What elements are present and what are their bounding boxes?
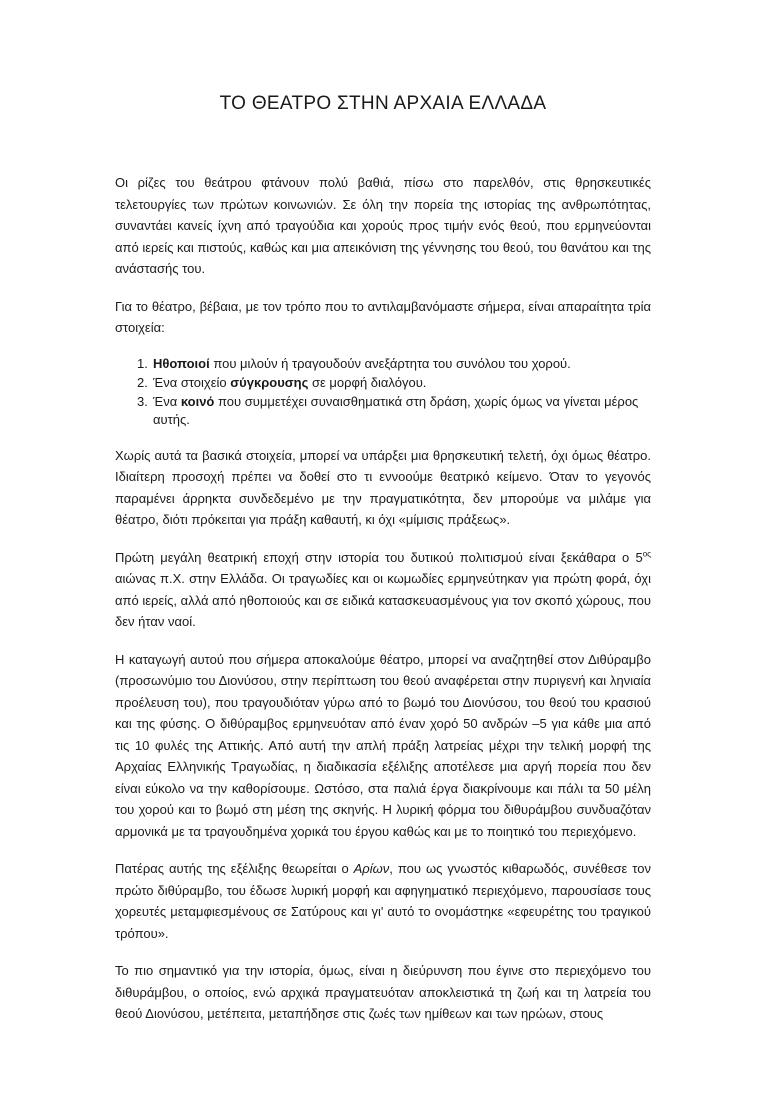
list-text-pre: Ένα	[153, 393, 181, 409]
paragraph-4	[115, 547, 651, 633]
list-text-post: που μιλούν ή τραγουδούν ανεξάρτητα του συνόλου του χορού.	[209, 355, 571, 371]
page-title: ΤΟ ΘΕΑΤΡΟ ΣΤΗΝ ΑΡΧΑΙΑ ΕΛΛΑΔΑ	[219, 93, 547, 114]
list-text-bold: κοινό	[180, 393, 215, 409]
paragraph-6-text: Πατέρας αυτής της εξέλιξης θεωρείται ο	[115, 861, 354, 876]
list-text-bold: σύγκρουσης	[230, 374, 309, 390]
paragraph-6-italic-name: Αρίων	[353, 861, 390, 876]
paragraph-5: Η καταγωγή αυτού που σήμερα αποκαλούμε θέατρο, μπορεί να αναζητηθεί στον Διθύραμβο (προσωνύμιο του Διονύσου, στην περίπτωση του θεού αναφέρεται στην πυριγενή και ληνιαία προέλευση του), που τραγουδιόταν γύρω από το βωμό του Διονύσου, του θεού του κρασιού και της φύσης. Ο διθύραμβος ερμηνευόταν από έναν χορό 50 ανδρών –5 για κάθε μια από τις 10 φυλές της Αττικής. Από αυτή την απλή πράξη λατρείας μέχρι την τελική μορφή της Αρχαίας Ελληνικής Τραγωδίας, η διαδικασία εξέλιξης αποτέλεσε μια αργή πορεία που δεν είναι εύκολο να την καθορίσουμε. Ωστόσο, στα παλιά έργα διακρίνουμε και πάλι τα 50 μέλη του χορού και το βωμό στη μέση της σκηνής. Η λυρική φόρμα του διθυράμβου συνδυαζόταν αρμονικά με τα τραγουδημένα χορικά του έργου καθώς και με το ποιητικό του περιεχόμενο.	[115, 651, 651, 839]
list-text-bold: Ηθοποιοί	[153, 355, 210, 371]
list-number: 1.	[137, 355, 148, 371]
list-item	[137, 374, 651, 392]
paragraph-2: Για το θέατρο, βέβαια, με τον τρόπο που το αντιλαμβανόμαστε σήμερα, είναι απαραίτητα τρία στοιχεία:	[115, 298, 651, 335]
paragraph-4-text: Πρώτη μεγάλη θεατρική εποχή στην ιστορία του δυτικού πολιτισμού είναι ξεκάθαρα ο 5	[115, 549, 643, 565]
ordinal-superscript: ος	[642, 549, 651, 559]
document-page	[0, 93, 768, 1117]
paragraph-7: Το πιο σημαντικό για την ιστορία, όμως, είναι η διεύρυνση που έγινε στο περιεχόμενο του διθυράμβου, ο οποίος, ενώ αρχικά πραγματευόταν αποκλειστικά τη ζωή και τη λατρεία του θεού Διονύσου, μετέπειτα, μεταπήδησε στις ζωές των ημίθεων και των ηρώων, στους	[115, 963, 651, 1021]
elements-list	[115, 355, 651, 429]
paragraph-3: Χωρίς αυτά τα βασικά στοιχεία, μπορεί να υπάρξει μια θρησκευτική τελετή, όχι όμως θέατρο. Ιδιαίτερη προσοχή πρέπει να δοθεί στο τι εννοούμε θεατρικό κείμενο. Όταν το γεγονός παραμένει άρρηκτα συνδεδεμένο με την πραγματικότητα, δεν μπορούμε να μιλάμε για θέατρο, διότι πρόκειται για πράξη καθαυτή, κι όχι «μίμισις πράξεως».	[115, 447, 651, 527]
list-number: 2.	[137, 374, 148, 390]
list-text-post: που συμμετέχει συναισθηματικά στη δράση, χωρίς όμως να γίνεται μέρος αυτής.	[153, 393, 639, 427]
list-text-pre: Ένα στοιχείο	[153, 374, 231, 390]
document-body	[115, 172, 651, 1025]
paragraph-4-text-cont: αιώνας π.Χ. στην Ελλάδα. Οι τραγωδίες και οι κωμωδίες ερμηνεύτηκαν για πρώτη φορά, όχι από ιερείς, αλλά από ηθοποιούς και σε ειδικά κατασκευασμένους για τον σκοπό χώρους, που δεν ήταν ναοί.	[115, 571, 651, 629]
list-number: 3.	[137, 393, 148, 409]
list-item	[137, 355, 651, 373]
paragraph-6-text-cont: , που ως γνωστός κιθαρωδός, συνέθεσε τον πρώτο διθύραμβο, του έδωσε λυρική μορφή και αφηγηματικό περιεχόμενο, παρουσίασε τους χορευτές μεταμφιεσμένους σε Σατύρους και γι' αυτό το ονομάστηκε «εφευρέτης του τραγικού τρόπου».	[115, 861, 651, 941]
paragraph-6	[115, 858, 651, 944]
paragraph-1: Οι ρίζες του θεάτρου φτάνουν πολύ βαθιά, πίσω στο παρελθόν, στις θρησκευτικές τελετουργίες των πρώτων κοινωνιών. Σε όλη την πορεία της ιστορίας της ανθρωπότητας, συναντάει κανείς ίχνη από τραγούδια και χορούς προς τιμήν ενός θεού, που ερμηνεύονται από ιερείς και πιστούς, καθώς και μια απεικόνιση της γέννησης του θεού, του θανάτου και της ανάστασής του.	[115, 175, 651, 276]
list-text-post: σε μορφή διαλόγου.	[308, 374, 427, 390]
list-item	[137, 393, 651, 429]
